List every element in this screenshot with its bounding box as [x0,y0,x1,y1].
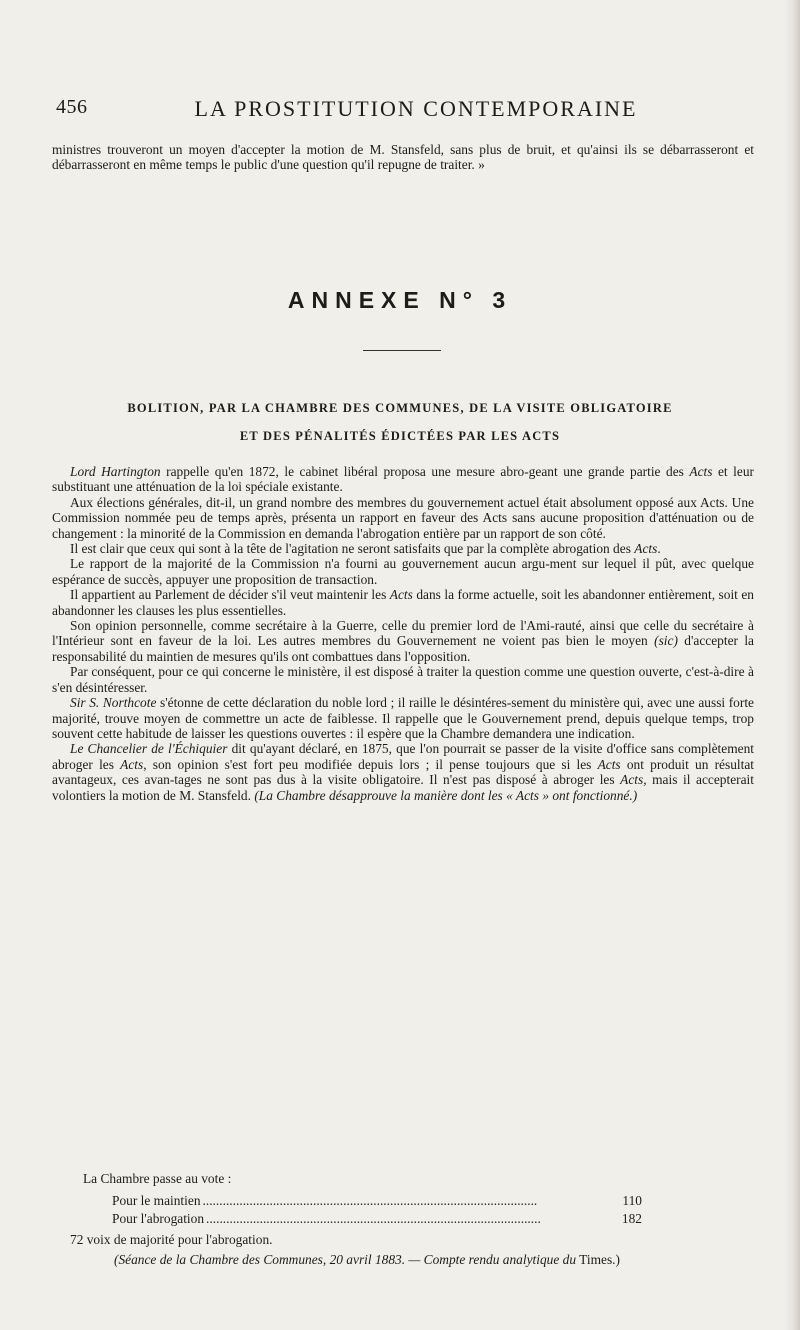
intro-paragraph: ministres trouveront un moyen d'accepter la motion de M. Stansfeld, sans plus de bruit, et qu'ainsi ils se débarrasseront et débarrasseront en même temps le public d'une question qu'il repugne de traiter. » [52,142,754,173]
vote-label: Pour le maintien [112,1193,201,1208]
vote-intro: La Chambre passe au vote : [83,1171,232,1186]
leader-dots: .................................................................................................... [206,1211,541,1226]
vote-row [112,1211,642,1229]
speaker-name: Le Chancelier de l'Échiquier [70,741,228,757]
page-header [56,96,776,124]
page-edge [784,0,800,1330]
annex-body [52,464,754,803]
page-number: 456 [56,96,88,118]
speaker-name: Sir S. Northcote [70,695,157,711]
vote-row [112,1193,642,1211]
paragraph-chancellor: Le Chancelier de l'Échiquier dit qu'ayant déclaré, en 1875, que l'on pourrait se passer de la visite d'office sans complètement abroger les Acts, son opinion s'est fort peu modifiée depuis lors ; il pense toujours que si les Acts ont produit un résultat avantageux, ces avan-tages ne sont pas dus à la visite obligatoire. Il n'est pas disposé à abroger les Acts, mais il accepterait volontiers la motion de M. Stansfeld. (La Chambre désapprouve la manière dont les « Acts » ont fonctionné.) [52,741,755,803]
paragraph-open-question: Par conséquent, pour ce qui concerne le ministère, il est disposé à traiter la question comme une question ouverte, c'est-à-dire à s'en désintéresser. [52,664,754,695]
vote-label: Pour l'abrogation [112,1211,205,1226]
annex-subtitle-line-1: BOLITION, PAR LA CHAMBRE DES COMMUNES, DE LA VISITE OBLIGATOIRE [127,401,673,415]
paragraph-hartington: Lord Hartington rappelle qu'en 1872, le cabinet libéral proposa une mesure abro-geant une grande partie des Acts et leur substituant une atténuation de la loi spéciale existante. [52,464,754,495]
paragraph-parliament: Il appartient au Parlement de décider s'il veut maintenir les Acts dans la forme actuelle, soit les abandonner entièrement, soit en abandonner les clauses les plus essentielles. [52,587,755,618]
leader-dots: .................................................................................................... [202,1193,538,1208]
running-title: LA PROSTITUTION CONTEMPORAINE [194,96,638,121]
source-citation: (Séance de la Chambre des Communes, 20 avril 1883. — Compte rendu analytique du Times.) [114,1252,620,1267]
paragraph-agitation: Il est clair que ceux qui sont à la tête de l'agitation ne seront satisfaits que par la complète abrogation des Acts. [70,541,661,557]
vote-count: 182 [621,1211,642,1226]
speaker-name: Lord Hartington [70,464,161,479]
annex-subtitle-line-2: ET DES PÉNALITÉS ÉDICTÉES PAR LES ACTS [239,429,561,443]
chamber-note: (La Chambre désapprouve la manière dont les « Acts » ont fonctionné.) [254,787,638,803]
paragraph-elections: Aux élections générales, dit-il, un grand nombre des membres du gouvernement actuel était absolument opposé aux Acts. Une Commission nommée peu de temps après, présenta un rapport en faveur des Acts sans aucune proposition d'atténuation ou de changement : la minorité de la Commission en demanda l'abrogation entière par un rapport de son côté. [52,494,754,541]
majority-line: 72 voix de majorité pour l'abrogation. [70,1232,273,1247]
annex-title: ANNEXE N° 3 [287,287,513,313]
title-rule [363,350,441,351]
intro-paragraph-block [52,142,754,173]
paragraph-majority-report: Le rapport de la majorité de la Commission n'a fourni au gouvernement aucun argu-ment sur lequel il pût, avec quelque espérance de succès, appuyer une proposition de transaction. [52,556,754,587]
paragraph-northcote: Sir S. Northcote s'étonne de cette déclaration du noble lord ; il raille le désintéres-sement du ministère qui, avec une aussi forte majorité, trouve moyen de commettre un acte de faiblesse. Il rappelle que le Gouvernement prend, depuis quelque temps, trop souvent cette habitude de laisser les questions ouvertes : il espère que la Chambre demandera une indication. [52,695,754,741]
vote-count: 110 [622,1193,642,1208]
paragraph-opinion: Son opinion personnelle, comme secrétaire à la Guerre, celle du premier lord de l'Ami-rauté, ainsi que celle du secrétaire à l'Intérieur sont en faveur de la loi. Les autres membres du Gouvernement ne voient pas bien le moyen (sic) d'accepter la responsabilité du maintien de mesures qu'ils ont combattues dans l'opposition. [52,618,755,664]
